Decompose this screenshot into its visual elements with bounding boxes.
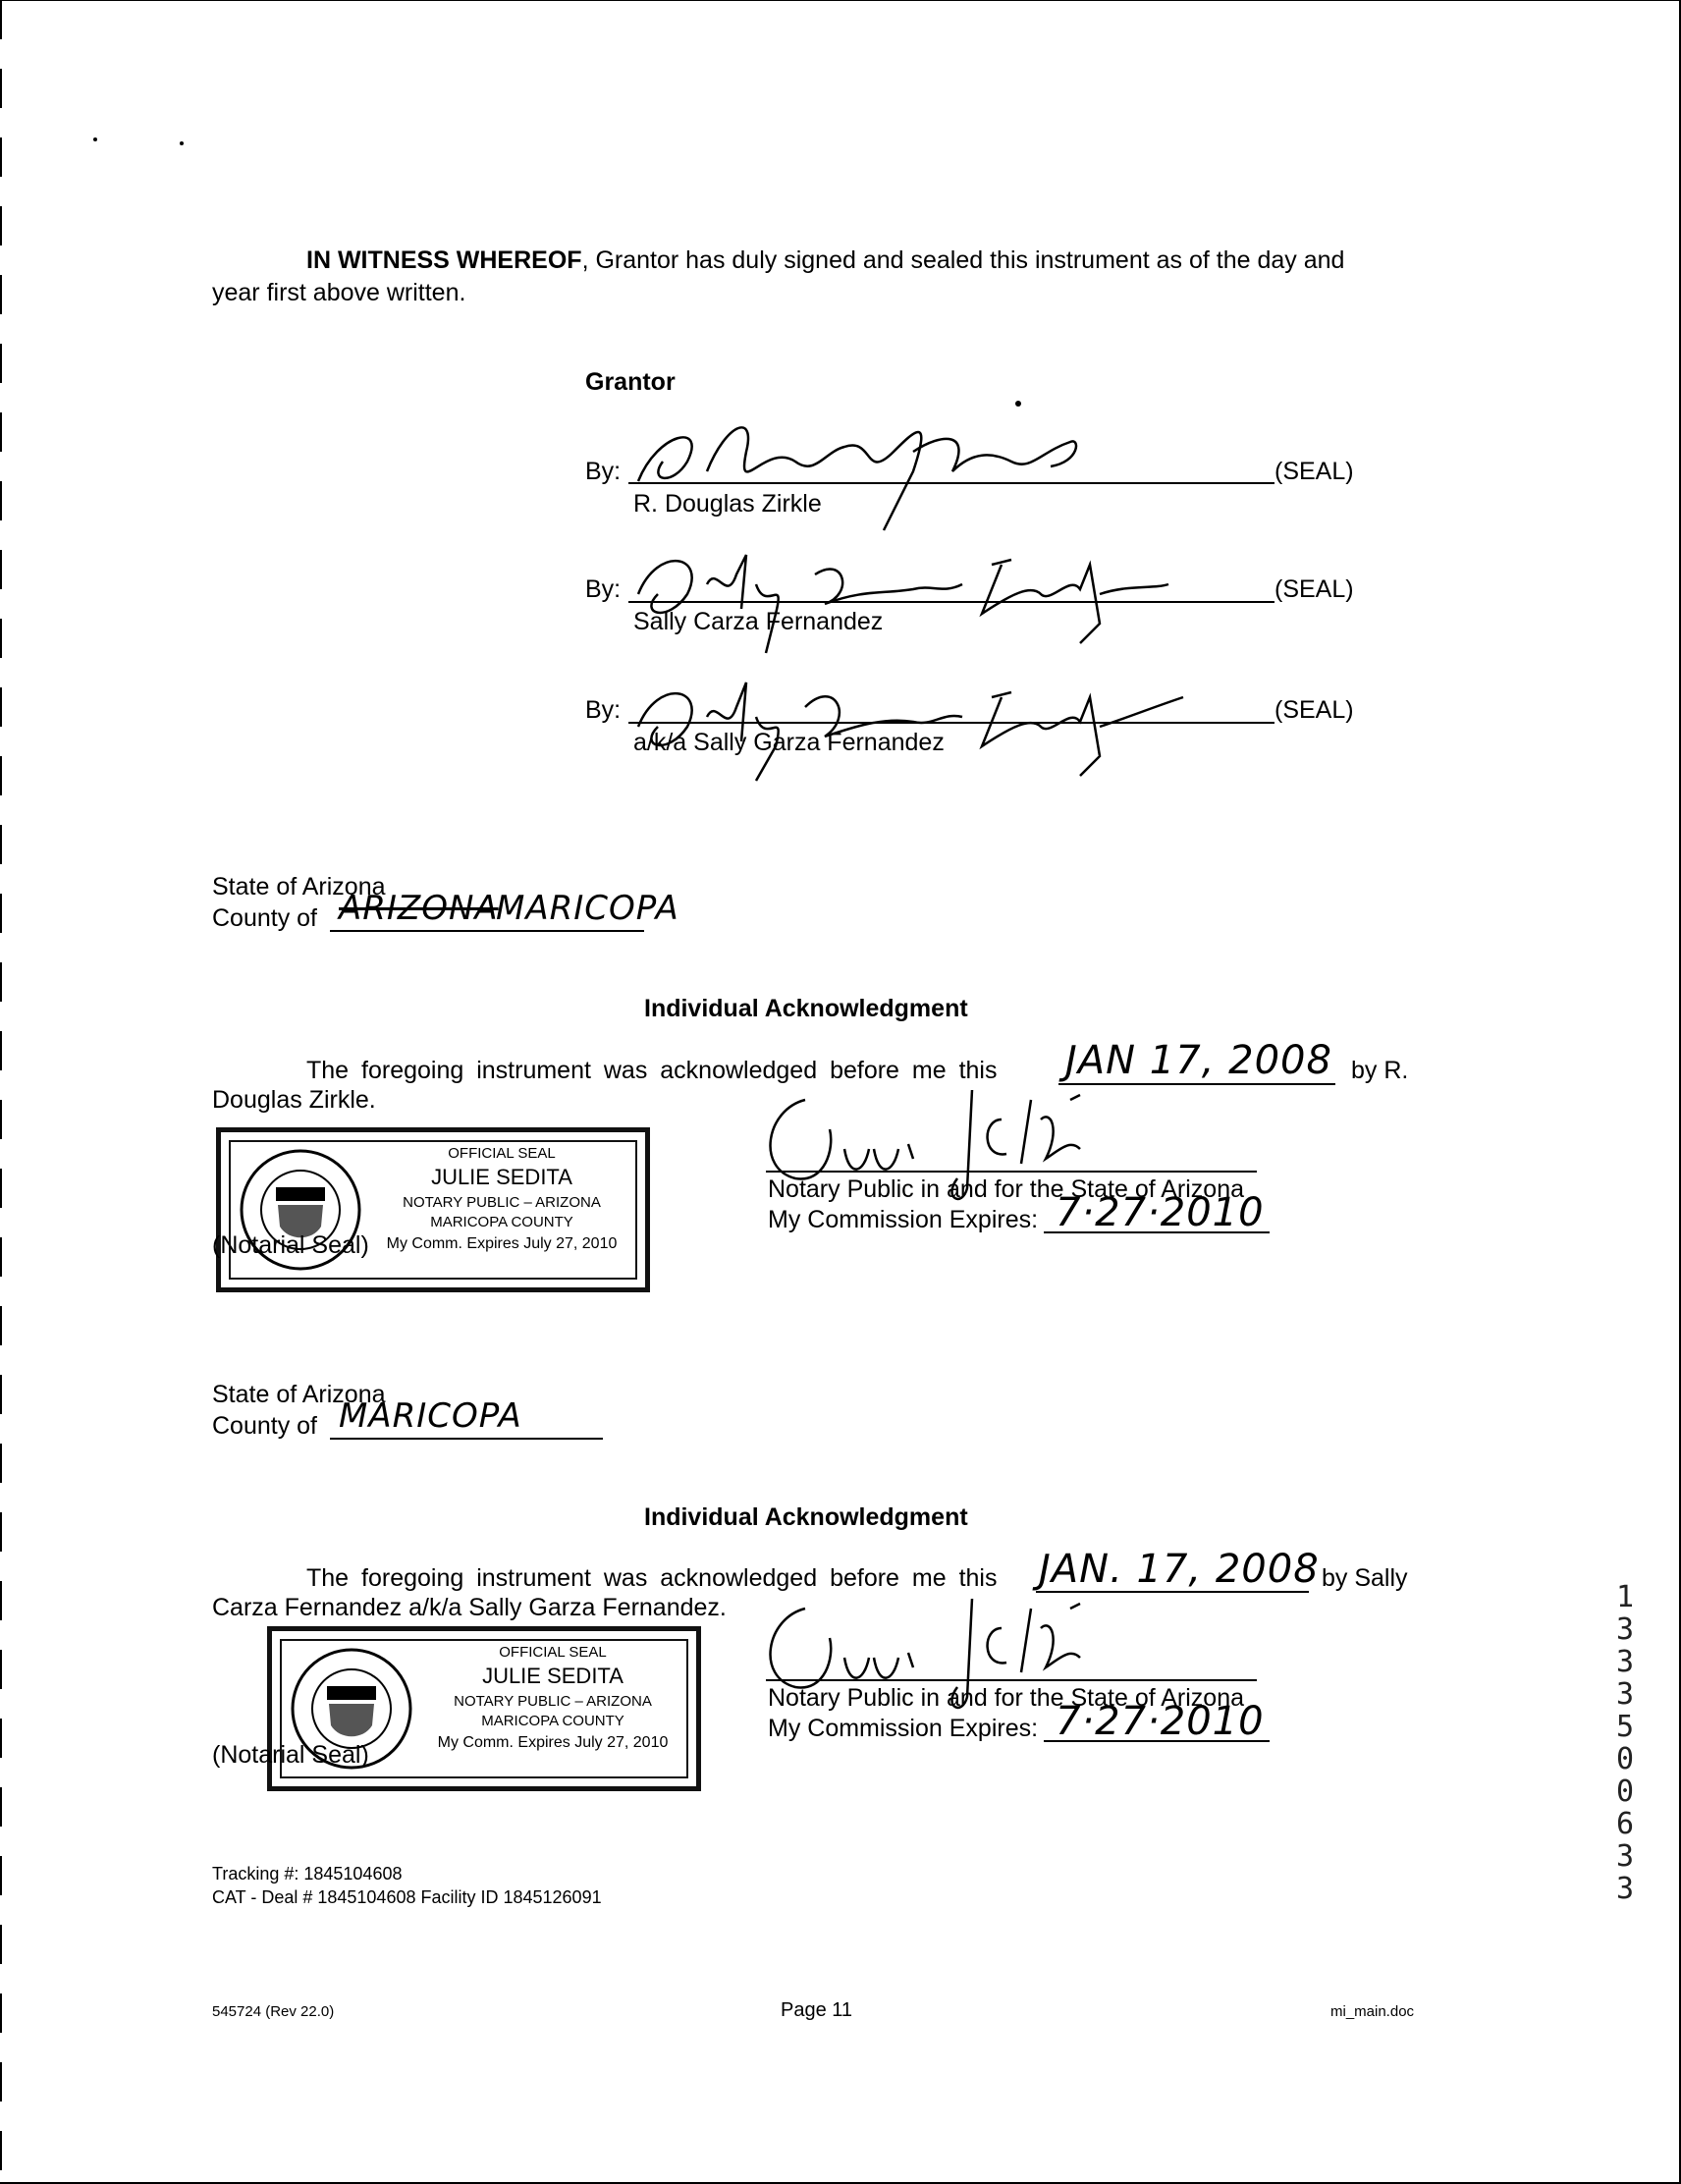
ack1-expires-handwritten: 7·27·2010 [1056,1190,1265,1235]
side-stamp-number [1610,1581,1640,1905]
seal-line4: MARICOPA COUNTY [430,1214,573,1230]
scan-edge-top [0,0,1681,1]
seal-title: OFFICIAL SEAL [448,1145,556,1162]
ack1-paragraph-by: by R. [1351,1057,1409,1084]
seal-label: (SEAL) [1274,458,1354,485]
side-stamp-digit: 3 [1615,1677,1635,1712]
witness-paragraph-line2: year first above written. [212,279,466,306]
side-stamp-digit: 3 [1615,1645,1635,1679]
ack2-county-label: County of [212,1412,318,1440]
signer-name: a/k/a Sally Garza Fernandez [633,729,945,756]
footer-page-number: Page 11 [781,1999,853,2021]
ack1-heading: Individual Acknowledgment [644,995,968,1022]
witness-paragraph-line1 [306,246,1344,275]
notary-seal-stamp [216,1127,650,1292]
seal-line3: NOTARY PUBLIC – ARIZONA [403,1194,601,1211]
side-stamp-digit: 3 [1615,1872,1635,1906]
seal-line5: My Comm. Expires July 27, 2010 [437,1734,669,1751]
notary-signature-line [766,1171,1257,1173]
tracking-line2: CAT - Deal # 1845104608 Facility ID 1845126091 [212,1887,602,1907]
ack2-state: State of Arizona [212,1381,386,1408]
side-stamp-digit: 1 [1615,1580,1635,1614]
footer-file-name: mi_main.doc [1330,2003,1415,2020]
side-stamp-digit: 3 [1615,1612,1635,1647]
footer-form-id: 545724 (Rev 22.0) [212,2003,335,2020]
ack1-state: State of Arizona [212,873,386,901]
ack1-county-handwritten: MARICOPA [496,889,679,928]
seal-line4: MARICOPA COUNTY [481,1713,624,1729]
witness-rest: , Grantor has duly signed and sealed this instrument as of the day and [581,246,1345,274]
seal-label: (SEAL) [1274,575,1354,603]
ack2-date-handwritten: JAN. 17, 2008 [1039,1547,1320,1592]
seal-line5: My Comm. Expires July 27, 2010 [386,1235,618,1252]
ack1-county-label: County of [212,904,318,932]
scan-edge-left [0,0,2,2184]
ack2-paragraph-line2: Carza Fernandez a/k/a Sally Garza Fernandez. [212,1594,727,1621]
seal-notary-name: JULIE SEDITA [482,1664,624,1688]
signature-sally-garza [619,658,1188,786]
ack1-notary-line2: My Commission Expires: [768,1206,1039,1233]
signature-sally-carza [619,535,1168,663]
ack1-notary-line1: Notary Public in and for the State of Arizona [768,1175,1244,1203]
signer-name: Sally Carza Fernandez [633,608,884,635]
ack1-paragraph-line1: The foregoing instrument was acknowledged before me this [306,1057,998,1084]
by-label: By: [585,458,622,485]
ack2-expires-handwritten: 7·27·2010 [1056,1699,1265,1744]
seal-notary-name: JULIE SEDITA [431,1165,572,1189]
ack1-seal-caption: (Notarial Seal) [212,1231,369,1259]
ack1-date-handwritten: JAN 17, 2008 [1065,1038,1332,1083]
scan-speck [180,141,184,145]
seal-line3: NOTARY PUBLIC – ARIZONA [454,1693,652,1710]
signature-zirkle [619,393,1090,540]
witness-lead: IN WITNESS WHEREOF [306,246,582,274]
scan-speck [93,137,97,141]
ack2-county-handwritten: MARICOPA [339,1396,522,1436]
side-stamp-digit: 6 [1615,1807,1635,1841]
signer-name: R. Douglas Zirkle [633,490,822,518]
grantor-heading: Grantor [585,368,676,396]
ack2-county-line [330,1438,603,1440]
ack2-heading: Individual Acknowledgment [644,1503,968,1531]
ack1-paragraph-line2: Douglas Zirkle. [212,1086,376,1114]
tracking-line1: Tracking #: 1845104608 [212,1864,403,1884]
by-label: By: [585,696,622,724]
notary-signature-line [766,1679,1257,1681]
side-stamp-digit: 3 [1615,1839,1635,1874]
seal-title: OFFICIAL SEAL [499,1644,607,1661]
side-stamp-digit: 0 [1615,1774,1635,1809]
side-stamp-digit: 5 [1615,1710,1635,1744]
ack2-paragraph-by: by Sally [1322,1564,1408,1592]
seal-label: (SEAL) [1274,696,1354,724]
ack2-notary-line1: Notary Public in and for the State of Arizona [768,1684,1244,1712]
ack1-county-struck: ARIZONA [339,889,499,928]
ack2-notary-line2: My Commission Expires: [768,1715,1039,1742]
ack2-paragraph-line1: The foregoing instrument was acknowledged before me this [306,1564,998,1592]
by-label: By: [585,575,622,603]
side-stamp-digit: 0 [1615,1742,1635,1776]
ack2-seal-caption: (Notarial Seal) [212,1741,369,1769]
ack1-county-line [330,930,644,932]
